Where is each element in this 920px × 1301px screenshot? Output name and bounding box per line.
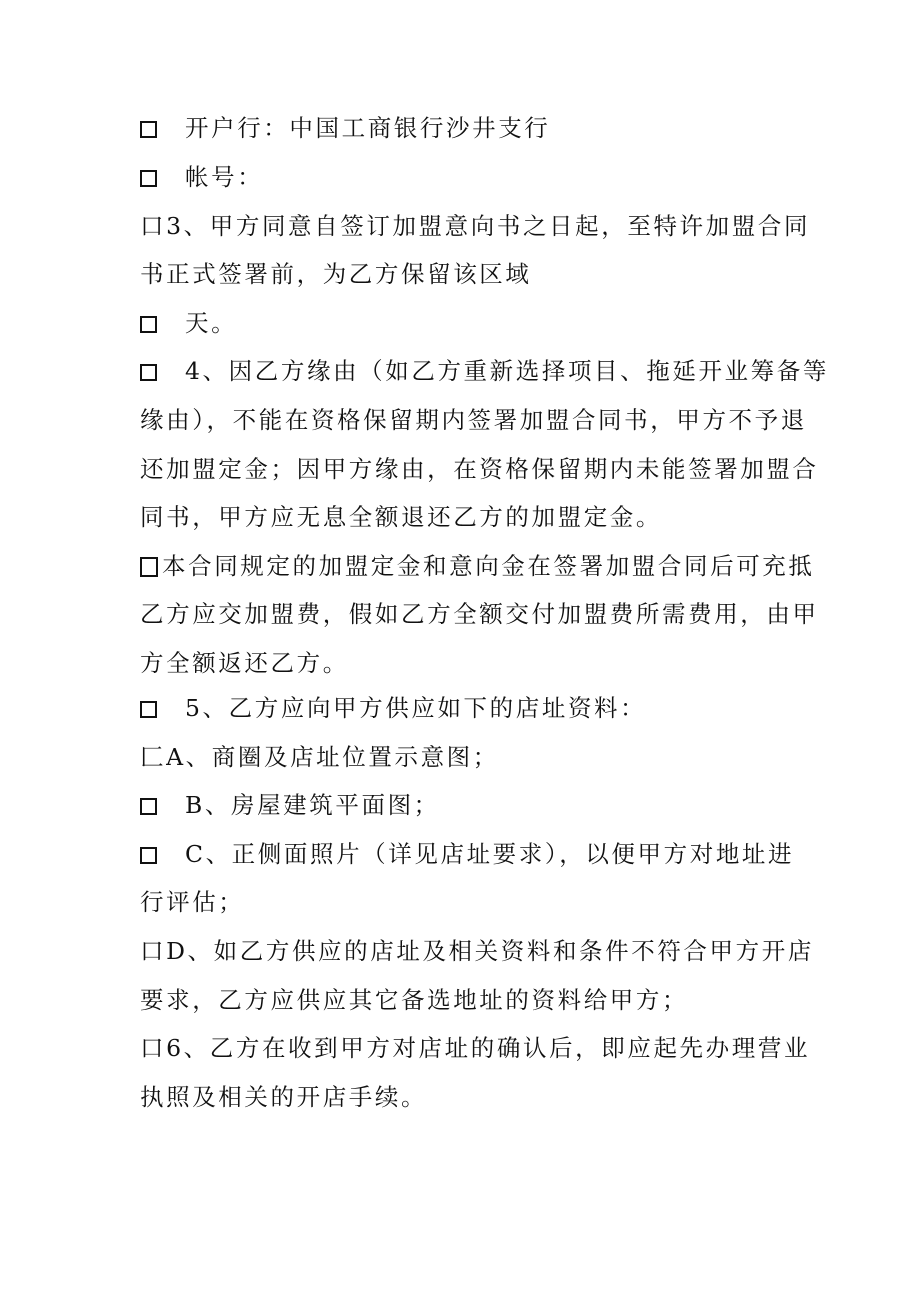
text-line: 本合同规定的加盟定金和意向金在签署加盟合同后可充抵 (140, 546, 815, 586)
text-line: 还加盟定金；因甲方缘由，在资格保留期内未能签署加盟合 (140, 455, 819, 483)
text-line: 口D、如乙方供应的店址及相关资料和条件不符合甲方开店 (140, 937, 814, 965)
text-line: B、房屋建筑平面图； (140, 785, 440, 825)
glyph-prefix: 口 (140, 937, 167, 965)
text-line: 执照及相关的开店手续。 (140, 1083, 428, 1111)
text-line: 匚A、商圈及店址位置示意图； (140, 743, 499, 771)
glyph-prefix: 口 (140, 1034, 167, 1062)
text-line: 方全额返还乙方。 (140, 649, 349, 677)
text-line: 乙方应交加盟费，假如乙方全额交付加盟费所需费用，由甲 (140, 600, 819, 628)
text-line: 书正式签署前，为乙方保留该区域 (140, 260, 532, 288)
glyph-prefix: 匚 (140, 743, 167, 771)
text-line: 缘由），不能在资格保留期内签署加盟合同书，甲方不予退 (140, 406, 807, 434)
text-line: C、正侧面照片（详见店址要求），以便甲方对地址进 (140, 834, 794, 874)
text-line: 同书，甲方应无息全额退还乙方的加盟定金。 (140, 503, 662, 531)
text-line: 天。 (140, 303, 237, 343)
checkbox[interactable] (140, 121, 157, 138)
checkbox[interactable] (140, 316, 157, 333)
checkbox[interactable] (140, 557, 158, 577)
text-line: 口6、乙方在收到甲方对店址的确认后，即应起先办理营业 (140, 1034, 811, 1062)
text-line: 口3、甲方同意自签订加盟意向书之日起，至特许加盟合同 (140, 212, 811, 240)
checkbox[interactable] (140, 701, 157, 718)
text-line: 5、乙方应向甲方供应如下的店址资料： (140, 688, 646, 728)
text-line: 开户行：中国工商银行沙井支行 (140, 108, 550, 148)
checkbox[interactable] (140, 170, 157, 187)
checkbox[interactable] (140, 798, 157, 815)
text-line: 行评估； (140, 888, 245, 916)
checkbox[interactable] (140, 364, 157, 381)
text-line: 要求，乙方应供应其它备选地址的资料给甲方； (140, 986, 689, 1014)
text-line: 4、因乙方缘由（如乙方重新选择项目、拖延开业筹备等 (140, 351, 829, 391)
checkbox[interactable] (140, 847, 157, 864)
glyph-prefix: 口 (140, 212, 167, 240)
text-line: 帐号： (140, 157, 263, 197)
